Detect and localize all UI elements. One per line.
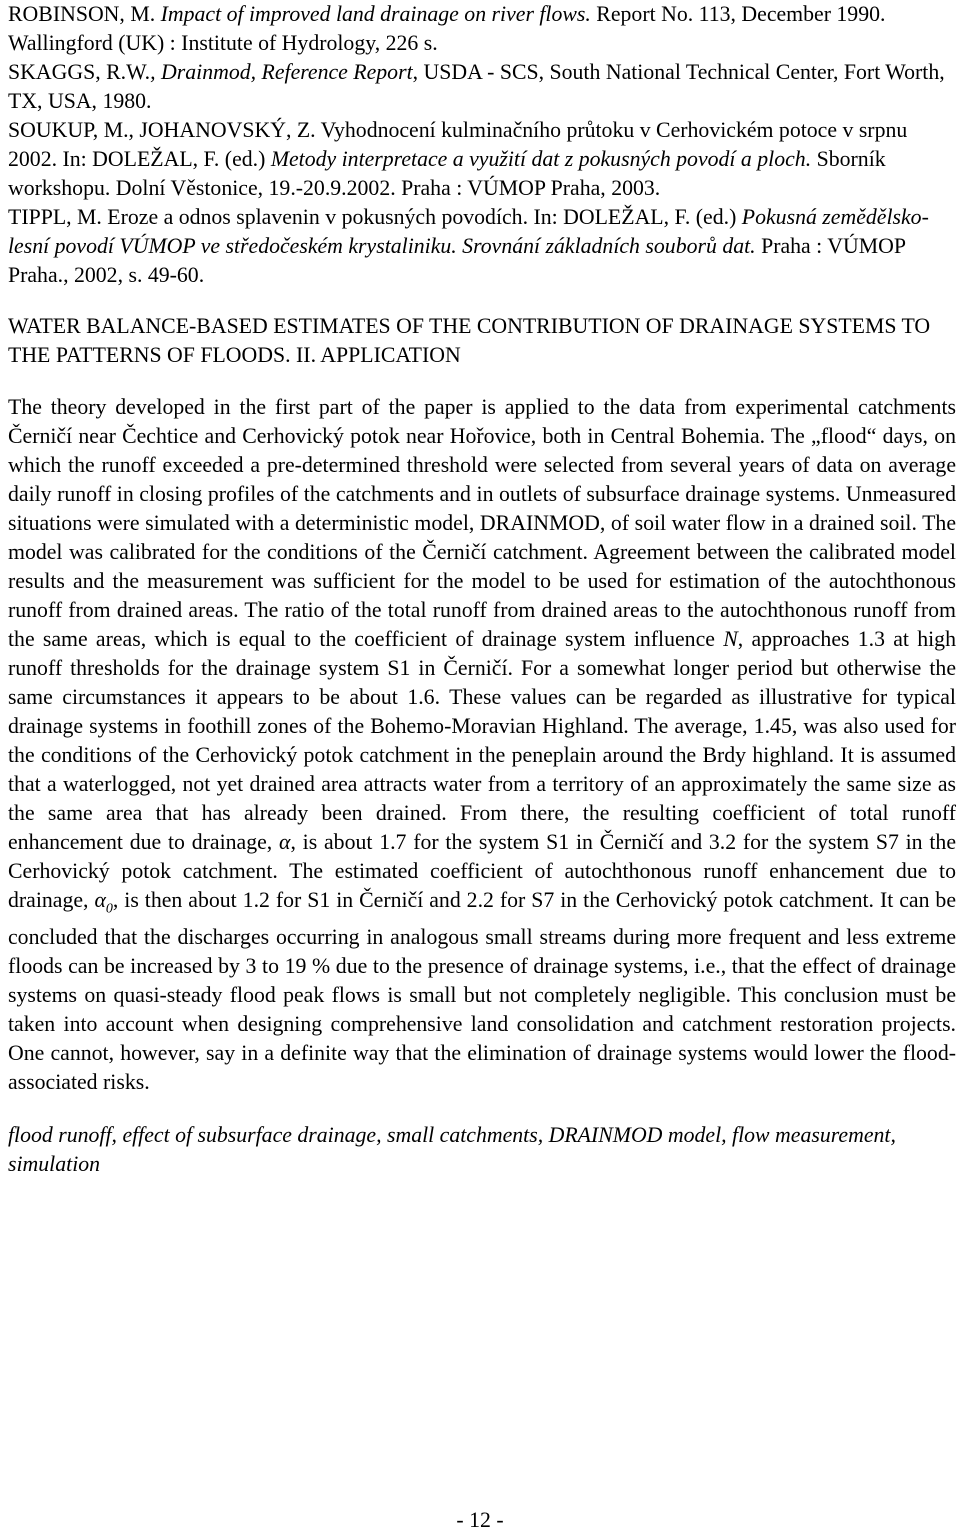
abstract-text: , approaches 1.3 at high runoff thresholds for the drainage system S1 in Černičí. For a somewhat longer period but otherwise the same circumstances it appears to be about 1.6. These values can be regarded as illustrative for typical drainage systems in foothill zones of the Bohemo-Moravian Highland. The average, 1.45, was also used for the conditions of the Cerhovický potok catchment in the peneplain around the Brdy highland. It is assumed that a waterlogged, not yet drained area attracts water from a territory of an approximately the same size as the same area that has already been drained. From there, the resulting coefficient of total runoff enhancement due to drainage, xyxy=(8,627,956,854)
reference-list xyxy=(8,0,956,290)
reference-author: ROBINSON, M. xyxy=(8,2,161,26)
symbol-alpha0-base: α xyxy=(94,888,106,912)
reference-item xyxy=(8,116,956,203)
reference-source: Sborník workshopu. Dolní Věstonice, 19.-20.9.2002. Praha : VÚMOP Praha, 2003. xyxy=(8,147,886,200)
reference-title: Impact of improved land drainage on river flows. xyxy=(160,2,591,26)
reference-author: TIPPL, M. Eroze a odnos splavenin v pokusných povodích. In: DOLEŽAL, F. (ed.) xyxy=(8,205,742,229)
reference-source: Report No. 113, December 1990. Wallingford (UK) : Institute of Hydrology, 226 s. xyxy=(8,2,886,55)
reference-title: Pokusná zemědělsko-lesní povodí VÚMOP ve středočeském krystaliniku. Srovnání základních souborů dat. xyxy=(8,205,929,258)
symbol-n: N xyxy=(723,627,738,651)
page-number: - 12 - xyxy=(456,1508,504,1532)
symbol-alpha0 xyxy=(94,888,113,917)
reference-item xyxy=(8,0,956,58)
abstract-text: The theory developed in the first part of the paper is applied to the data from experimental catchments Černičí near Čechtice and Cerhovický potok near Hořovice, both in Central Bohemia. The „flood“ days, on which the runoff exceeded a pre-determined threshold were selected from several years of data on average daily runoff in closing profiles of the catchments and in outlets of subsurface drainage systems. Unmeasured situations were simulated with a deterministic model, DRAINMOD, of soil water flow in a drained soil. The model was calibrated for the conditions of the Černičí catchment. Agreement between the calibrated model results and the measurement was sufficient for the model to be used for estimation of the autochthonous runoff from drained areas. The ratio of the total runoff from drained areas to the autochthonous runoff from the same areas, which is equal to the coefficient of drainage system influence xyxy=(8,395,956,651)
symbol-alpha0-subscript: 0 xyxy=(105,901,113,917)
reference-item xyxy=(8,58,956,116)
keywords: flood runoff, effect of subsurface drainage, small catchments, DRAINMOD model, flow measurement, simulation xyxy=(8,1123,896,1177)
abstract-text: , is then about 1.2 for S1 in Černičí and 2.2 for S7 in the Cerhovický potok catchment. It can be concluded that the discharges occurring in analogous small streams during more frequent and less extreme floods can be increased by 3 to 19 % due to the presence of drainage systems, i.e., that the effect of drainage systems on quasi-steady flood peak flows is small but not completely negligible. This conclusion must be taken into account when designing comprehensive land consolidation and catchment restoration projects. One cannot, however, say in a definite way that the elimination of drainage systems would lower the flood-associated risks. xyxy=(8,888,956,1095)
paper-title: WATER BALANCE-BASED ESTIMATES OF THE CONTRIBUTION OF DRAINAGE SYSTEMS TO THE PATTERNS OF FLOODS. II. APPLICATION xyxy=(8,314,931,367)
reference-author: SKAGGS, R.W. xyxy=(8,60,151,84)
document-page xyxy=(8,0,956,1179)
abstract-text: , is about 1.7 for the system S1 in Černičí and 3.2 for the system S7 in the Cerhovický potok catchment. The estimated coefficient of autochthonous runoff enhancement due to drainage, xyxy=(8,830,956,912)
abstract-paragraph xyxy=(8,393,956,1097)
reference-title: Metody interpretace a využití dat z pokusných povodí a ploch. xyxy=(270,147,812,171)
reference-item xyxy=(8,203,956,290)
symbol-alpha: α xyxy=(279,830,291,854)
reference-source: Praha : VÚMOP Praha., 2002, s. 49-60. xyxy=(8,234,906,287)
reference-title: , Drainmod, Reference Report xyxy=(150,60,413,84)
reference-source: , USDA - SCS, South National Technical Center, Fort Worth, TX, USA, 1980. xyxy=(8,60,945,113)
reference-author: SOUKUP, M., JOHANOVSKÝ, Z. Vyhodnocení kulminačního průtoku v Cerhovickém potoce v srpnu 2002. In: DOLEŽAL, F. (ed.) xyxy=(8,118,908,171)
